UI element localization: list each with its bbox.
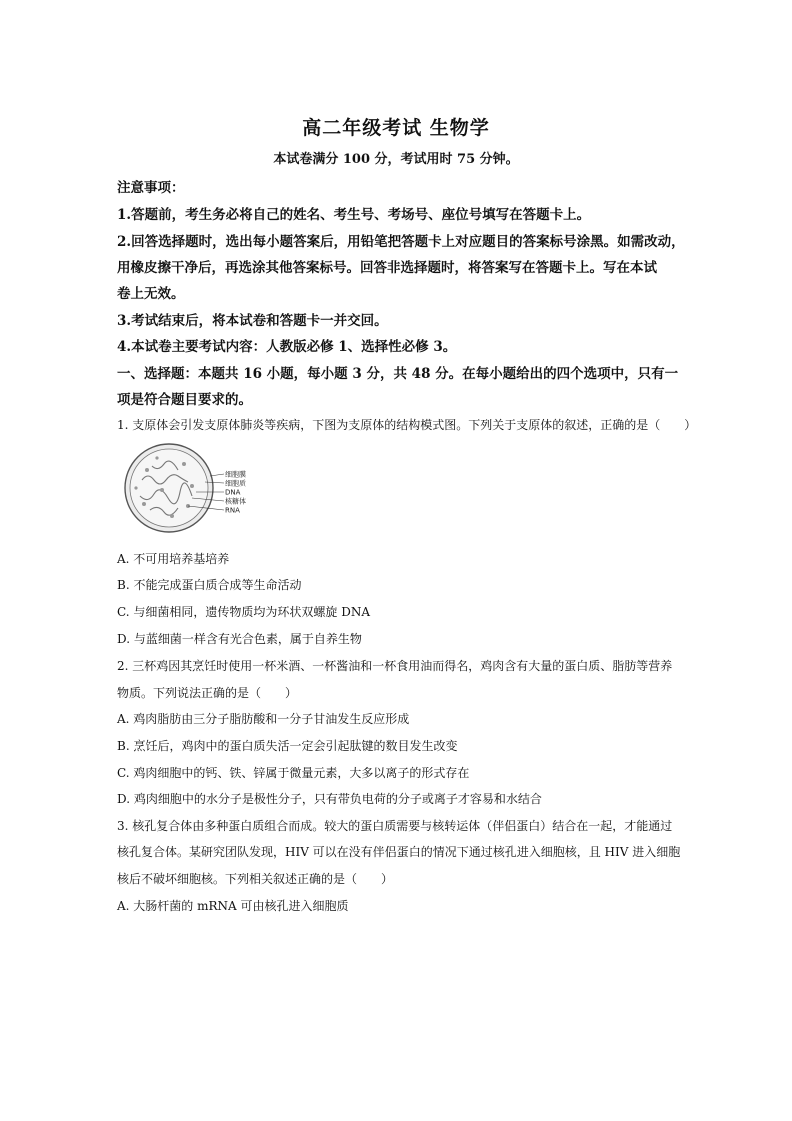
notes-line: 1.答题前，考生务必将自己的姓名、考生号、考场号、座位号填写在答题卡上。 <box>117 207 591 223</box>
notes-heading: 注意事项： <box>117 180 185 196</box>
question-3-stem: 核后不破坏细胞核。下列相关叙述正确的是（ ） <box>117 872 394 886</box>
section-heading: 项是符合题目要求的。 <box>117 392 252 408</box>
figure-label: 细胞膜 <box>225 470 246 479</box>
question-1-stem: 1. 支原体会引发支原体肺炎等疾病，下图为支原体的结构模式图。下列关于支原体的叙述，正确的是（ ） <box>117 418 697 432</box>
exam-subtitle: 本试卷满分 100 分，考试用时 75 分钟。 <box>273 152 519 167</box>
notes-line: 用橡皮擦干净后，再选涂其他答案标号。回答非选择题时，将答案写在答题卡上。写在本试 <box>117 260 657 276</box>
question-2-option: B. 烹饪后，鸡肉中的蛋白质失活一定会引起肽键的数目发生改变 <box>117 739 458 753</box>
figure-label: DNA <box>225 488 241 497</box>
question-2-option: D. 鸡肉细胞中的水分子是极性分子，只有带负电荷的分子或离子才容易和水结合 <box>117 792 542 806</box>
question-3-stem: 核孔复合体。某研究团队发现，HIV 可以在没有伴侣蛋白的情况下通过核孔进入细胞核，且 HIV 进入细胞 <box>117 845 681 859</box>
question-1-option: D. 与蓝细菌一样含有光合色素，属于自养生物 <box>117 632 362 646</box>
notes-line: 卷上无效。 <box>117 286 185 302</box>
notes-line: 3.考试结束后，将本试卷和答题卡一并交回。 <box>117 313 388 329</box>
question-1-option: A. 不可用培养基培养 <box>117 552 230 566</box>
mycoplasma-structure-diagram <box>122 440 257 537</box>
question-3-option: A. 大肠杆菌的 mRNA 可由核孔进入细胞质 <box>117 899 349 913</box>
notes-line: 4.本试卷主要考试内容：人教版必修 1、选择性必修 3。 <box>117 339 457 355</box>
question-2-option: A. 鸡肉脂肪由三分子脂肪酸和一分子甘油发生反应形成 <box>117 712 410 726</box>
figure-label: 核糖体 <box>225 497 246 506</box>
question-2-stem: 物质。下列说法正确的是（ ） <box>117 686 298 700</box>
page-title: 高二年级考试 生物学 <box>302 117 490 139</box>
question-2-stem: 2. 三杯鸡因其烹饪时使用一杯米酒、一杯酱油和一杯食用油而得名，鸡肉含有大量的蛋白质、脂肪等营养 <box>117 659 673 673</box>
question-1-option: C. 与细菌相同，遗传物质均为环状双螺旋 DNA <box>117 605 370 619</box>
question-1-option: B. 不能完成蛋白质合成等生命活动 <box>117 578 302 592</box>
figure-label: RNA <box>225 506 240 515</box>
question-3-stem: 3. 核孔复合体由多种蛋白质组合而成。较大的蛋白质需要与核转运体（伴侣蛋白）结合在一起，才能通过 <box>117 819 673 833</box>
question-2-option: C. 鸡肉细胞中的钙、铁、锌属于微量元素，大多以离子的形式存在 <box>117 766 470 780</box>
section-heading: 一、选择题：本题共 16 小题，每小题 3 分，共 48 分。在每小题给出的四个选项中，只有一 <box>117 366 679 382</box>
figure-label: 细胞质 <box>225 479 246 488</box>
notes-line: 2.回答选择题时，选出每小题答案后，用铅笔把答题卡上对应题目的答案标号涂黑。如需改动， <box>117 234 685 250</box>
